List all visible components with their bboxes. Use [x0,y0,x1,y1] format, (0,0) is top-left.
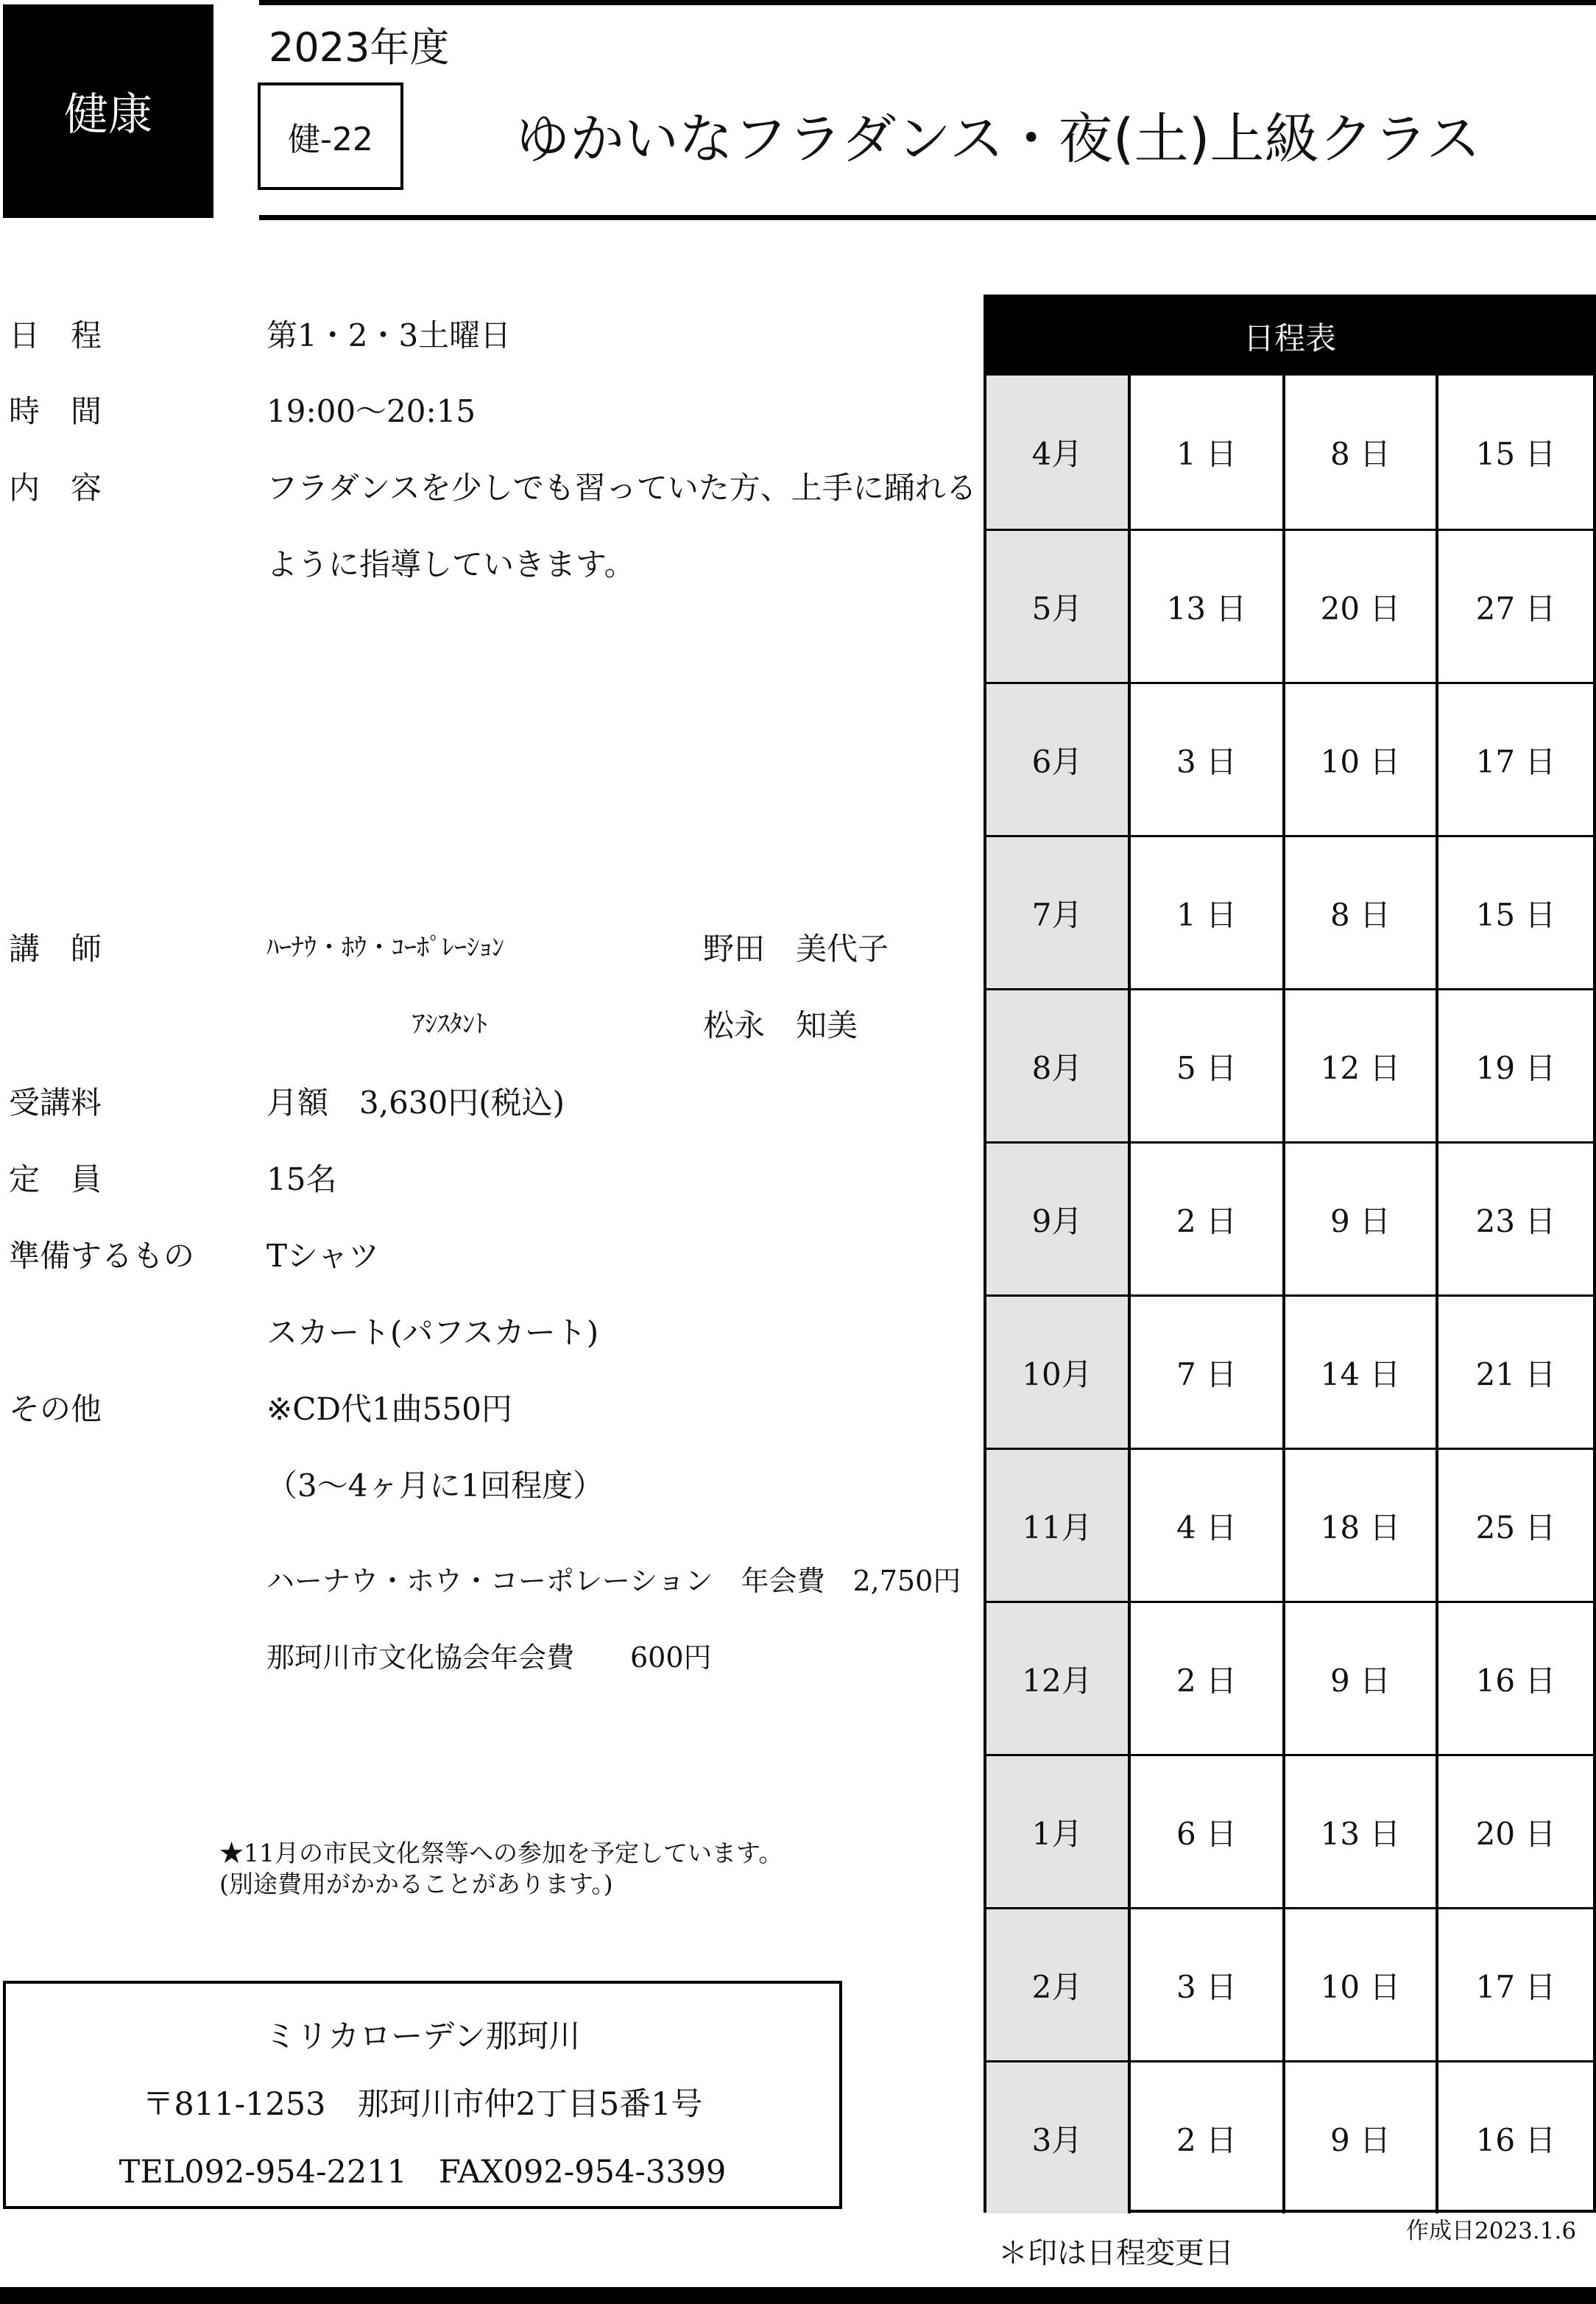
schedule-day: 17 日 [1475,1968,1556,2005]
schedule-day: 20 日 [1475,1815,1556,1852]
fiscal-year: 2023年度 [269,24,450,71]
capacity-label: 定 員 [9,1161,102,1197]
schedule-row [986,2060,1593,2213]
contact-box [3,1981,842,2209]
schedule-month: 10月 [986,1297,1131,1448]
schedule-month: 1月 [986,1756,1131,1907]
schedule-day: 15 日 [1475,436,1556,472]
schedule-row [986,1907,1593,2060]
schedule-row [986,988,1593,1141]
schedule-table-header: 日程表 [986,297,1593,376]
schedule-day: 7 日 [1131,1297,1285,1448]
notice-line2: (別途費用がかかることがあります。) [219,1870,613,1898]
schedule-table [984,295,1596,2213]
schedule-month: 9月 [986,1144,1131,1294]
schedule-day: 2 日 [1131,1144,1285,1294]
schedule-day: 17 日 [1475,743,1556,780]
contact-address: 〒811-1253 那珂川市仲2丁目5番1号 [142,2086,703,2123]
other-value-line3: ハーナウ・ホウ・コーポレーション 年会費 2,750円 [266,1565,961,1597]
schedule-row [986,529,1593,682]
schedule-day: 13 日 [1131,531,1285,682]
schedule-day: 14 日 [1285,1297,1438,1448]
schedule-day: 27 日 [1475,590,1556,627]
course-code: 健-22 [288,121,373,158]
schedule-label: 日 程 [9,317,102,353]
fee-value: 月額 3,630円(税込) [266,1085,565,1121]
schedule-day: 16 日 [1475,1662,1556,1699]
schedule-day: 10 日 [1285,684,1438,835]
schedule-day: 4 日 [1131,1450,1285,1601]
header-rule [259,215,1596,220]
top-rule [259,0,1596,5]
other-value: ※CD代1曲550円 [266,1391,512,1427]
notice-line1: ★11月の市民文化祭等への参加を予定しています。 [219,1839,783,1867]
contact-name: ミリカローデン那珂川 [264,2018,581,2055]
schedule-row [986,1754,1593,1907]
schedule-day: 13 日 [1285,1756,1438,1907]
schedule-day: 8 日 [1285,376,1438,529]
schedule-month: 3月 [986,2062,1131,2213]
schedule-day: 2 日 [1131,1603,1285,1754]
schedule-row [986,1448,1593,1601]
schedule-day: 9 日 [1285,2062,1438,2213]
schedule-row [986,376,1593,529]
schedule-month: 2月 [986,1909,1131,2060]
schedule-row [986,1141,1593,1294]
schedule-day: 15 日 [1475,896,1556,933]
schedule-day: 1 日 [1131,837,1285,988]
items-value-line2: スカート(パフスカート) [266,1314,599,1350]
category-block [3,4,213,218]
schedule-month: 5月 [986,531,1131,682]
schedule-day: 9 日 [1285,1603,1438,1754]
schedule-value: 第1・2・3土曜日 [266,317,512,353]
schedule-day: 21 日 [1475,1356,1556,1392]
schedule-day: 1 日 [1131,376,1285,529]
items-label: 準備するもの [9,1238,195,1274]
instructor-name: 野田 美代子 [703,931,889,967]
instructor-organization: ﾊｰﾅｳ・ﾎｳ・ｺｰﾎﾟﾚｰｼｮﾝ [266,933,504,962]
schedule-month: 4月 [986,376,1131,529]
time-label: 時 間 [9,393,102,429]
schedule-month: 12月 [986,1603,1131,1754]
schedule-month: 8月 [986,990,1131,1141]
content-value: フラダンスを少しでも習っていた方、上手に踊れる [266,470,977,506]
items-value: Tシャツ [266,1238,380,1274]
created-date: 作成日2023.1.6 [1406,2218,1577,2244]
time-value: 19:00～20:15 [266,393,476,429]
schedule-row [986,682,1593,835]
course-code-box [258,82,403,190]
schedule-day: 3 日 [1131,684,1285,835]
change-mark-note: ＊印は日程変更日 [998,2236,1234,2270]
schedule-day: 8 日 [1285,837,1438,988]
schedule-day: 18 日 [1285,1450,1438,1601]
instructor-label: 講 師 [9,931,102,967]
content-value-line2: ように指導していきます。 [266,546,635,582]
schedule-row [986,835,1593,988]
schedule-month: 11月 [986,1450,1131,1601]
schedule-month: 7月 [986,837,1131,988]
other-label: その他 [9,1391,102,1427]
schedule-day: 2 日 [1131,2062,1285,2213]
schedule-day: 23 日 [1475,1202,1556,1239]
schedule-day: 25 日 [1475,1509,1556,1546]
schedule-day: 12 日 [1285,990,1438,1141]
fee-label: 受講料 [9,1085,102,1121]
schedule-day: 10 日 [1285,1909,1438,2060]
notice [219,1838,783,1900]
bottom-rule [0,2287,1596,2304]
schedule-day: 3 日 [1131,1909,1285,2060]
schedule-day: 16 日 [1475,2121,1556,2158]
schedule-day: 6 日 [1131,1756,1285,1907]
schedule-row [986,1294,1593,1448]
category-label: 健康 [64,89,152,141]
schedule-day: 20 日 [1285,531,1438,682]
assistant-role: ｱｼｽﾀﾝﾄ [412,1010,487,1039]
content-label: 内 容 [9,470,102,506]
assistant-name: 松永 知美 [703,1007,858,1043]
schedule-day: 19 日 [1475,1049,1556,1086]
schedule-day: 9 日 [1285,1144,1438,1294]
schedule-grid [986,376,1593,2213]
other-value-line4: 那珂川市文化協会年会費 600円 [266,1641,712,1674]
other-value-line2: （3～4ヶ月に1回程度） [266,1468,604,1504]
course-title: ゆかいなフラダンス・夜(土)上級クラス [515,108,1481,171]
contact-phone: TEL092-954-2211 FAX092-954-3399 [119,2154,727,2191]
schedule-row [986,1601,1593,1754]
schedule-day: 5 日 [1131,990,1285,1141]
capacity-value: 15名 [266,1161,337,1197]
schedule-month: 6月 [986,684,1131,835]
